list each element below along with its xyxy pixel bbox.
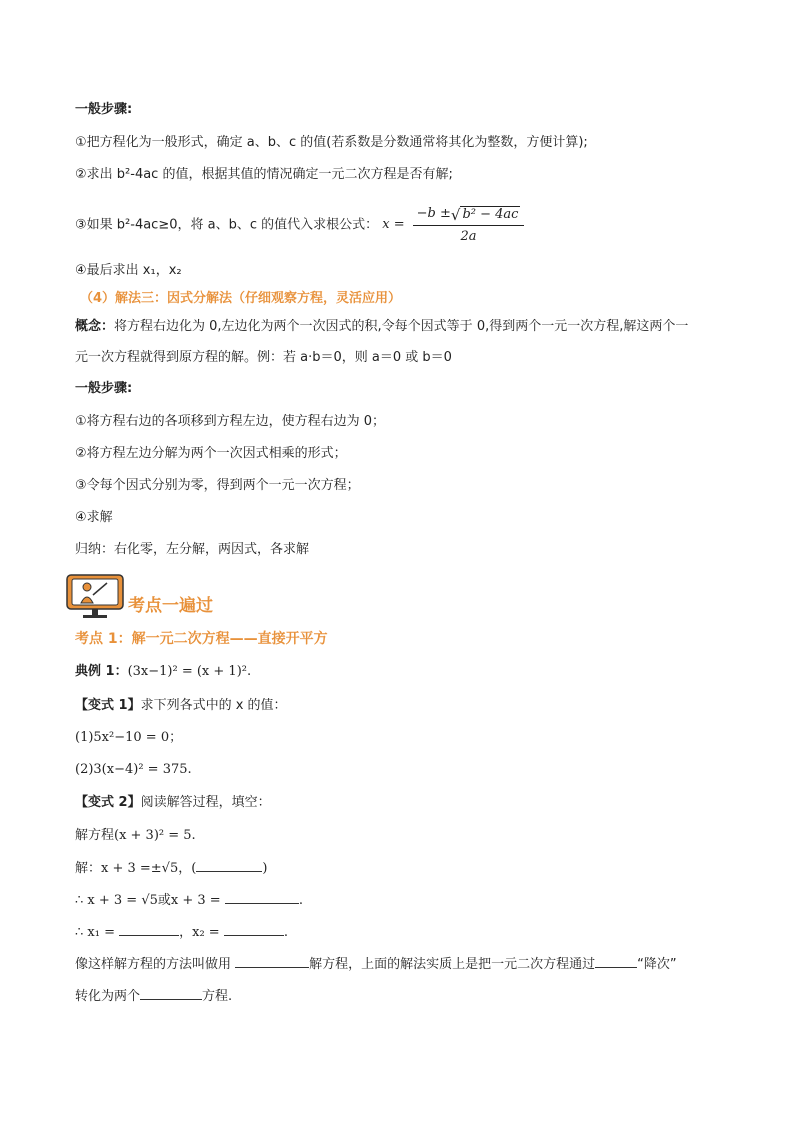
method-paragraph-line-2: 转化为两个 方程.: [75, 986, 232, 1006]
variant-1: [75, 697, 287, 715]
concept-label: 概念：: [75, 319, 115, 334]
formula-fraction: [413, 206, 525, 245]
quadratic-formula: [382, 205, 524, 245]
step-3: [75, 205, 524, 245]
variant-2-label: 【变式 2】: [75, 795, 141, 810]
formula-denominator: 2a: [460, 228, 477, 244]
blank-4[interactable]: [224, 922, 284, 936]
teacher-board-icon: [65, 573, 125, 619]
variant-2: [75, 794, 271, 812]
variant-1-part-1: (1)5x²−10 = 0；: [75, 730, 183, 745]
summary: 归纳：右化零，左分解，两因式，各求解: [75, 542, 310, 557]
sqrt-symbol: √ b² − 4ac: [450, 205, 519, 224]
concept-line-1: 概念：将方程右边化为 0,左边化为两个一次因式的积,令每个因式等于 0,得到两个一元一次方程,解这两个一: [75, 319, 689, 334]
steps2-heading: 一般步骤:: [75, 381, 133, 396]
step-1: ①把方程化为一般形式，确定 a、b、c 的值(若系数是分数通常将其化为整数，方便计算);: [75, 135, 588, 150]
blank-2[interactable]: [225, 890, 299, 904]
example-1: [75, 663, 251, 681]
concept-line-2: 元一次方程就得到原方程的解。例：若 a·b＝0，则 a＝0 或 b＝0: [75, 350, 452, 365]
formula-lhs: x =: [382, 217, 405, 232]
therefore-line-2: ∴ x₁ = ，x₂ = .: [75, 922, 288, 942]
blank-1[interactable]: [196, 858, 262, 872]
blank-3[interactable]: [119, 922, 179, 936]
variant-2-problem: 解方程(x + 3)² = 5.: [75, 828, 196, 843]
method3-title: （4）解法三：因式分解法（仔细观察方程，灵活应用）: [80, 291, 402, 306]
formula-radicand: b² − 4ac: [462, 206, 519, 222]
topic-title: 考点 1：解一元二次方程——直接开平方: [75, 631, 328, 647]
blank-7[interactable]: [140, 986, 202, 1000]
solution-line: 解：x + 3 =±√5，( ): [75, 858, 267, 878]
steps-heading: 一般步骤:: [75, 102, 133, 117]
m3-step-3: ③令每个因式分别为零，得到两个一元一次方程；: [75, 478, 360, 493]
variant-1-part-2: (2)3(x−4)² = 375.: [75, 762, 192, 777]
step-4: ④最后求出 x₁，x₂: [75, 263, 182, 278]
therefore-line-1: ∴ x + 3 = √5或x + 3 = .: [75, 890, 303, 910]
example-label: 典例 1：: [75, 664, 128, 679]
m3-step-1: ①将方程右边的各项移到方程左边，使方程右边为 0；: [75, 414, 386, 429]
blank-5[interactable]: [235, 954, 309, 968]
section-title: 考点一遍过: [128, 596, 213, 616]
variant-1-label: 【变式 1】: [75, 698, 141, 713]
variant-2-prompt: 阅读解答过程，填空：: [140, 795, 271, 810]
step-3-text: ③如果 b²-4ac≥0，将 a、b、c 的值代入求根公式：: [75, 217, 379, 233]
example-equation: (3x−1)² = (x + 1)².: [127, 664, 252, 679]
formula-num-prefix: −b ±: [416, 206, 451, 221]
method-paragraph-line-1: 像这样解方程的方法叫做用 解方程，上面的解法实质上是把一元二次方程通过 “降次”: [75, 954, 677, 974]
m3-step-4: ④求解: [75, 510, 113, 525]
variant-1-prompt: 求下列各式中的 x 的值：: [140, 698, 287, 713]
m3-step-2: ②将方程左边分解为两个一次因式相乘的形式；: [75, 446, 347, 461]
blank-6[interactable]: [595, 954, 637, 968]
step-2: ②求出 b²-4ac 的值，根据其值的情况确定一元二次方程是否有解;: [75, 167, 453, 182]
